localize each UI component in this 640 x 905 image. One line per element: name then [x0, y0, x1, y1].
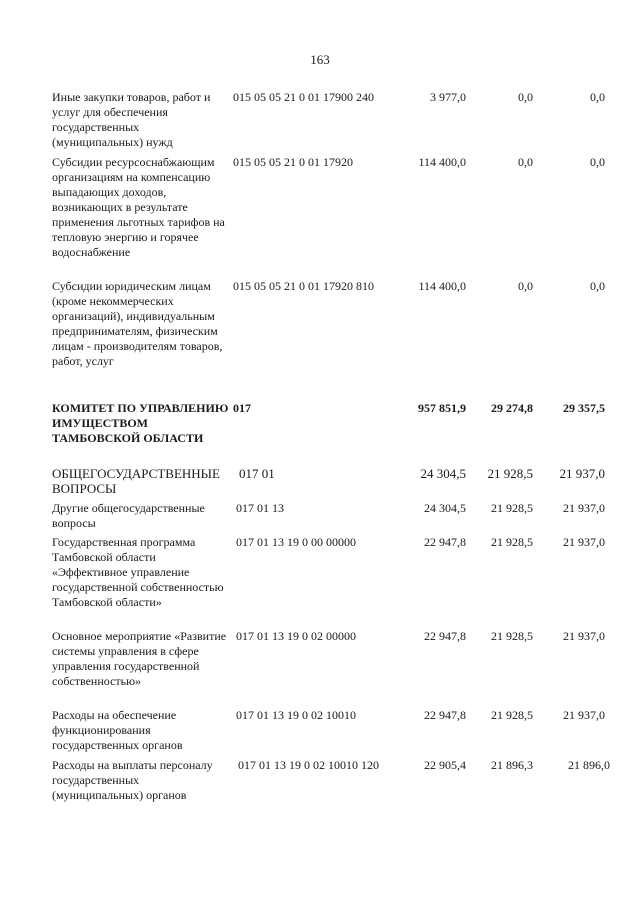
row-code: 017 01 13	[236, 501, 284, 515]
row-name: Расходы на выплаты персоналу государственных (муниципальных) органов	[52, 758, 213, 802]
row-value-3: 21 896,0	[568, 758, 610, 772]
page-number: 163	[310, 52, 330, 67]
row-value-2: 21 928,5	[491, 535, 533, 549]
row-value-1: 114 400,0	[418, 279, 466, 293]
row-value-2: 0,0	[518, 155, 533, 169]
row-value-3: 21 937,0	[563, 535, 605, 549]
row-name: Субсидии юридическим лицам (кроме некоммерческих организаций), индивидуальным предпринимателям, физическим лицам - производителям товаров, работ, услуг	[52, 279, 223, 368]
row-value-3: 21 937,0	[563, 501, 605, 515]
row-value-2: 0,0	[518, 90, 533, 104]
row-value-2: 29 274,8	[491, 401, 533, 415]
row-value-2: 21 928,5	[491, 708, 533, 722]
row-name: Государственная программа Тамбовской области «Эффективное управление государственной собственностью Тамбовской области»	[52, 535, 224, 609]
row-code: 017 01 13 19 0 00 00000	[236, 535, 356, 549]
row-value-1: 22 905,4	[424, 758, 466, 772]
row-value-1: 24 304,5	[424, 501, 466, 515]
row-value-2: 21 896,3	[491, 758, 533, 772]
row-value-1: 22 947,8	[424, 629, 466, 643]
row-value-1: 22 947,8	[424, 535, 466, 549]
row-value-1: 114 400,0	[418, 155, 466, 169]
row-code: 015 05 05 21 0 01 17900 240	[233, 90, 374, 104]
row-name: КОМИТЕТ ПО УПРАВЛЕНИЮ ИМУЩЕСТВОМ ТАМБОВСКОЙ ОБЛАСТИ	[52, 401, 229, 445]
row-value-1: 24 304,5	[420, 466, 466, 481]
row-name: Другие общегосударственные вопросы	[52, 501, 205, 530]
row-value-3: 0,0	[590, 90, 605, 104]
row-value-3: 21 937,0	[559, 466, 605, 481]
row-value-3: 0,0	[590, 279, 605, 293]
row-name: Основное мероприятие «Развитие системы управления в сфере управления государственной собственностью»	[52, 629, 227, 688]
row-code: 017	[233, 401, 251, 415]
row-value-3: 0,0	[590, 155, 605, 169]
row-value-2: 21 928,5	[487, 466, 533, 481]
row-value-2: 21 928,5	[491, 629, 533, 643]
row-name: Расходы на обеспечение функционирования государственных органов	[52, 708, 183, 752]
row-value-1: 22 947,8	[424, 708, 466, 722]
row-code: 017 01 13 19 0 02 10010 120	[238, 758, 379, 772]
row-value-3: 21 937,0	[563, 708, 605, 722]
row-code: 017 01	[239, 466, 275, 481]
row-code: 015 05 05 21 0 01 17920 810	[233, 279, 374, 293]
row-value-1: 957 851,9	[418, 401, 466, 415]
row-code: 017 01 13 19 0 02 10010	[236, 708, 356, 722]
row-value-2: 0,0	[518, 279, 533, 293]
row-code: 017 01 13 19 0 02 00000	[236, 629, 356, 643]
row-value-2: 21 928,5	[491, 501, 533, 515]
row-name: Субсидии ресурсоснабжающим организациям на компенсацию выпадающих доходов, возникающих в результате применения льготных тарифов на тепловую энергию и горячее водоснабжение	[52, 155, 225, 259]
row-value-3: 29 357,5	[563, 401, 605, 415]
row-value-3: 21 937,0	[563, 629, 605, 643]
row-name: Иные закупки товаров, работ и услуг для обеспечения государственных (муниципальных) нужд	[52, 90, 211, 149]
row-value-1: 3 977,0	[430, 90, 466, 104]
row-code: 015 05 05 21 0 01 17920	[233, 155, 353, 169]
row-name: ОБЩЕГОСУДАРСТВЕННЫЕ ВОПРОСЫ	[52, 466, 220, 496]
